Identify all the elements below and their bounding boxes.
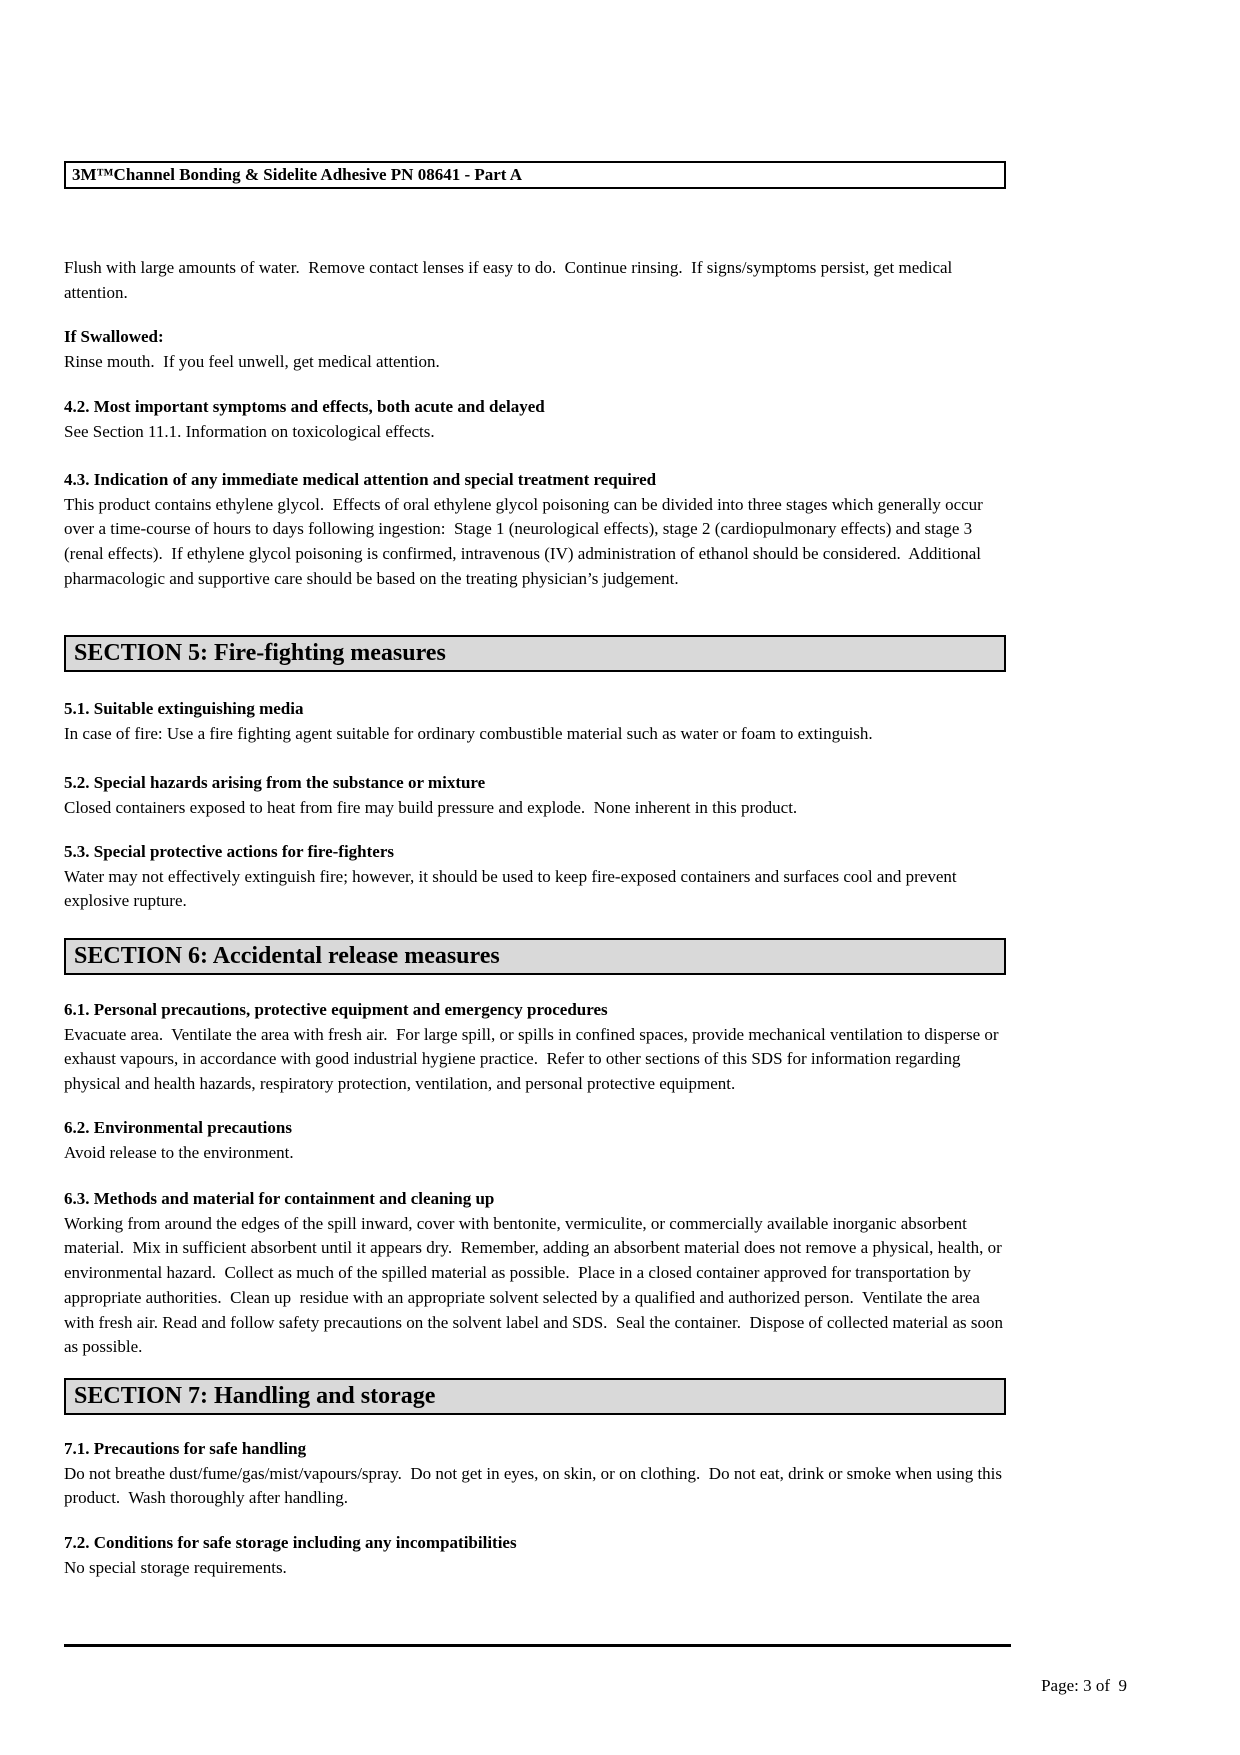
subsection-5-3-text: Water may not effectively extinguish fire; however, it should be used to keep fire-exposed containers and surfaces cool and prevent explosive rupture. <box>64 866 961 911</box>
section-5-banner: SECTION 5: Fire-fighting measures <box>64 635 1006 672</box>
block-6-3 <box>64 1187 1006 1360</box>
block-7-2 <box>64 1531 1006 1580</box>
subsection-7-2-heading: 7.2. Conditions for safe storage including any incompatibilities <box>64 1533 517 1552</box>
subsection-6-2-text: Avoid release to the environment. <box>64 1142 294 1162</box>
subsection-5-1-heading: 5.1. Suitable extinguishing media <box>64 699 304 718</box>
section-6-banner: SECTION 6: Accidental release measures <box>64 938 1006 975</box>
block-5-2 <box>64 771 1006 820</box>
subsection-5-2-text: Closed containers exposed to heat from fire may build pressure and explode. None inherent in this product. <box>64 797 798 817</box>
block-4-2-symptoms <box>64 395 1006 444</box>
subsection-5-3-heading: 5.3. Special protective actions for fire-fighters <box>64 842 395 861</box>
block-6-1 <box>64 998 1006 1097</box>
if-swallowed-text: Rinse mouth. If you feel unwell, get medical attention. <box>64 351 440 371</box>
page-number: Page: 3 of 9 <box>1041 1676 1127 1695</box>
if-swallowed-heading: If Swallowed: <box>64 327 164 346</box>
block-7-1 <box>64 1437 1006 1511</box>
subsection-4-3-text: This product contains ethylene glycol. Effects of oral ethylene glycol poisoning can be divided into three stages which generally occur over a time-course of hours to days following ingestion: Stage 1 (neurological effects), stage 2 (cardiopulmonary effects) and stage 3 (renal effects). If ethylene glycol poisoning is confirmed, intravenous (IV) administration of ethanol should be considered. Additional pharmacologic and supportive care should be based on the treating physician’s judgement. <box>64 494 988 588</box>
block-5-3 <box>64 840 1006 914</box>
block-if-swallowed <box>64 325 1006 374</box>
subsection-6-2-heading: 6.2. Environmental precautions <box>64 1118 292 1137</box>
subsection-6-1-heading: 6.1. Personal precautions, protective equipment and emergency procedures <box>64 1000 608 1019</box>
subsection-4-2-heading: 4.2. Most important symptoms and effects, both acute and delayed <box>64 397 545 416</box>
subsection-5-2-heading: 5.2. Special hazards arising from the substance or mixture <box>64 773 486 792</box>
document-header-box <box>64 161 1006 189</box>
subsection-4-2-text: See Section 11.1. Information on toxicological effects. <box>64 421 435 441</box>
subsection-7-2-text: No special storage requirements. <box>64 1557 287 1577</box>
footer-rule <box>64 1644 1011 1647</box>
subsection-6-1-text: Evacuate area. Ventilate the area with fresh air. For large spill, or spills in confined spaces, provide mechanical ventilation to disperse or exhaust vapours, in accordance with good industrial hygiene practice. Refer to other sections of this SDS for information regarding physical and health hazards, respiratory protection, ventilation, and personal protective equipment. <box>64 1024 1003 1094</box>
block-4-3-medical-attention <box>64 468 1006 592</box>
subsection-5-1-text: In case of fire: Use a fire fighting agent suitable for ordinary combustible material such as water or foam to extinguish. <box>64 723 873 743</box>
subsection-6-3-heading: 6.3. Methods and material for containment and cleaning up <box>64 1189 495 1208</box>
subsection-7-1-text: Do not breathe dust/fume/gas/mist/vapours/spray. Do not get in eyes, on skin, or on clothing. Do not eat, drink or smoke when using this product. Wash thoroughly after handling. <box>64 1463 1007 1508</box>
subsection-6-3-text: Working from around the edges of the spill inward, cover with bentonite, vermiculite, or commercially available inorganic absorbent material. Mix in sufficient absorbent until it appears dry. Remember, adding an absorbent material does not remove a physical, health, or environmental hazard. Collect as much of the spilled material as possible. Place in a closed container approved for transportation by appropriate authorities. Clean up residue with an appropriate solvent selected by a qualified and authorized person. Ventilate the area with fresh air. Read and follow safety precautions on the solvent label and SDS. Seal the container. Dispose of collected material as soon as possible. <box>64 1213 1008 1357</box>
block-6-2 <box>64 1116 1006 1165</box>
section-7-banner: SECTION 7: Handling and storage <box>64 1378 1006 1415</box>
subsection-7-1-heading: 7.1. Precautions for safe handling <box>64 1439 307 1458</box>
block-5-1 <box>64 697 1006 746</box>
paragraph-eye-flush: Flush with large amounts of water. Remove contact lenses if easy to do. Continue rinsing. If signs/symptoms persist, get medical attention. <box>64 258 957 302</box>
subsection-4-3-heading: 4.3. Indication of any immediate medical attention and special treatment required <box>64 470 657 489</box>
product-title: 3M™Channel Bonding & Sidelite Adhesive PN 08641 - Part A <box>72 165 523 184</box>
